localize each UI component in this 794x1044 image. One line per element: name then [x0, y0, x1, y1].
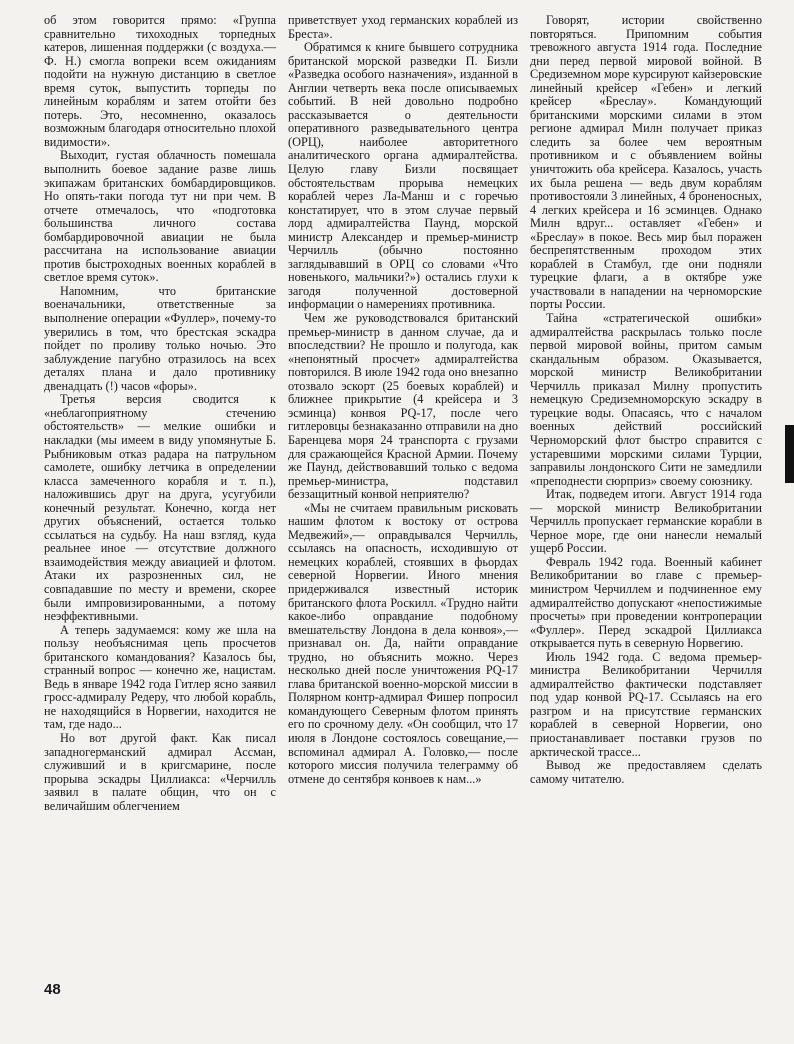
paragraph: Обратимся к книге бывшего сотрудника британской морской разведки П. Бизли «Разведка особого назначения», изданной в Англии четверть века после описываемых событий. В ней довольно подробно рассказывается о деятельности оперативного разведывательного центра (ОРЦ), наиболее авторитетного аналитического органа адмиралтейства. Целую главу Бизли посвящает обстоятельствам прорыва немецких кораблей через Ла-Манш и с горечью констатирует, что в этом случае первый лорд адмиралтейства Паунд, морской министр Александер и премьер-министр Черчилль (обычно постоянно заглядывавший в ОРЦ со словами «Что новенького, мальчики?») остались глухи к загодя полученной достоверной информации о намерениях противника. — [288, 40, 518, 312]
page-number: 48 — [44, 981, 61, 998]
paragraph: об этом говорится прямо: «Группа сравнительно тихоходных торпедных катеров, лишенная поддержки (с воздуха.— Ф. Н.) смогла вопреки всем ожиданиям подойти на нужную дистанцию в светлое время суток, выпустить торпеды по линейным кораблям и затем отойти без потерь. Это, несомненно, оказалось возможным благодаря относительно плохой видимости». — [44, 13, 276, 149]
paragraph: Февраль 1942 года. Военный кабинет Великобритании во главе с премьер-министром Черчиллем и подчиненное ему адмиралтейство допускают «непостижимые просчеты» при проведении контроперации «Фуллер». Перед эскадрой Циллиакса открывается путь в северную Норвегию. — [530, 554, 762, 651]
paragraph: Говорят, истории свойственно повторяться. Припомним события тревожного августа 1914 года. Последние дни перед первой мировой войной. В Средиземном море курсируют кайзеровские линейный крейсер «Гебен» и легкий крейсер «Бреслау». Командующий британскими морскими силами в этом регионе адмирал Милн получает приказ следить за более чем вероятным противником и с объявлением войны уничтожить оба крейсера. Казалось, участь их была решена — ведь двум кораблям противостояли 3 линейных, 4 броненосных, 4 легких крейсера и 16 эсминцев. Однако Милн вдруг... оставляет «Гебен» и «Бреслау» в покое. Весь мир был поражен беспрепятственным проходом этих кораблей в Стамбул, где они подняли турецкие флаги, а в октябре уже участвовали в нападении на черноморские порты России. — [530, 13, 762, 312]
paragraph: Июль 1942 года. С ведома премьер-министра Великобритании Черчилля адмиралтейство фактически подставляет под удар конвой PQ-17. Ссылаясь на его разгром и на присутствие германских кораблей в северной Норвегии, оно приостанавливает поставки грузов по арктической трассе... — [530, 649, 762, 759]
paragraph: А теперь задумаемся: кому же шла на пользу необъяснимая цепь просчетов британского командования? Казалось бы, странный вопрос — конечно же, нацистам. Ведь в январе 1942 года Гитлер ясно заявил гросс-адмиралу Редеру, что любой корабль, не находящийся в Норвегии, находится не там, где надо... — [44, 622, 276, 732]
paragraph: Третья версия сводится к «неблагоприятному стечению обстоятельств» — мелкие ошибки и накладки (мы имеем в виду упомянутые Б. Рыбниковым отказ радара на патрульном самолете, ошибку летчика в определении класса замеченного корабля и т. п.), наложившись друг на друга, усугубили конечный результат. Конечно, когда нет других объяснений, остается только ссылаться на судьбу. На наш взгляд, куда реальнее иное — отсутствие должного взаимодействия между авиацией и флотом. Атаки их разрозненных сил, не совпадавшие по месту и времени, скорее были импровизированными, а потому неэффективными. — [44, 392, 276, 624]
paragraph: Но вот другой факт. Как писал западногерманский адмирал Ассман, служивший и в кригсмарине, после прорыва эскадры Циллиакса: «Черчилль заявил в палате общин, что он с величайшим облегчением — [44, 730, 276, 813]
paragraph: Тайна «стратегической ошибки» адмиралтейства раскрылась только после первой мировой войны, притом самым скандальным образом. Оказывается, морской министр Великобритании Черчилль приказал Милну пропустить немецкую Средиземноморскую эскадру в турецкие воды. Опасаясь, что с началом военных действий российский Черноморский флот быстро справится с устаревшими морскими силами Турции, заправилы лондонского Сити не замедлили «преподнести сюрприз» своему союзнику. — [530, 311, 762, 488]
paragraph: приветствует уход германских кораблей из Бреста». — [288, 13, 518, 41]
text-column-1 — [44, 14, 276, 813]
paragraph: Итак, подведем итоги. Август 1914 года — морской министр Великобритании Черчилль пропускает германские корабли в Черное море, где они нанесли немалый ущерб России. — [530, 487, 762, 556]
paragraph: Вывод же предоставляем сделать самому читателю. — [530, 758, 762, 786]
paragraph: Напомним, что британские военачальники, ответственные за выполнение операции «Фуллер», почему-то уверились в том, что брестская эскадра пойдет по проливу только ночью. Это заблуждение пагубно отразилось на всех деталях плана и дало противнику двенадцать (!) часов «форы». — [44, 283, 276, 393]
section-edge-marker — [785, 425, 794, 483]
text-column-3 — [530, 14, 762, 786]
paragraph: «Мы не считаем правильным рисковать нашим флотом к востоку от острова Медвежий»,— оправдывался Черчилль, ссылаясь на опасность, исходившую от немецких кораблей, стоявших в фьордах северной Норвегии. Иного мнения придерживался известный историк британского флота Роскилл. «Трудно найти какое-либо оправдание подобному вмешательству Лондона в дела конвоя»,— признавал он. Да, найти оправдание трудно, но объяснить можно. Через несколько дней после уничтожения PQ-17 глава британской военно-морской миссии в Полярном контр-адмирал Фишер попросил командующего Северным флотом принять его по срочному делу. «Он сообщил, что 17 июля в Лондоне состоялось совещание,— вспоминал адмирал А. Головко,— после которого миссия получила телеграмму об отмене до сентября конвоев к нам...» — [288, 500, 518, 786]
text-column-2 — [288, 14, 518, 786]
paragraph: Выходит, густая облачность помешала выполнить боевое задание разве лишь экипажам британских бомбардировщиков. Но опять-таки погода тут ни при чем. В отчете отмечалось, что «подготовка большинства личного состава бомбардировочной авиации не была рассчитана на использование авиации против быстроходных военных кораблей в светлое время суток». — [44, 148, 276, 285]
paragraph: Чем же руководствовался британский премьер-министр в данном случае, да и впоследствии? Не прошло и полугода, как «непонятный просчет» адмиралтейства повторился. В июле 1942 года оно внезапно отозвало эскорт (25 боевых кораблей) и ближнее прикрытие (4 крейсера и 3 эсминца) конвоя PQ-17, после чего гитлеровцы безнаказанно отправили на дно Баренцева моря 24 транспорта с грузами для сражающейся Красной Армии. Почему же Паунд, действовавший только с ведома премьер-министра, подставил беззащитный конвой неприятелю? — [288, 311, 518, 502]
